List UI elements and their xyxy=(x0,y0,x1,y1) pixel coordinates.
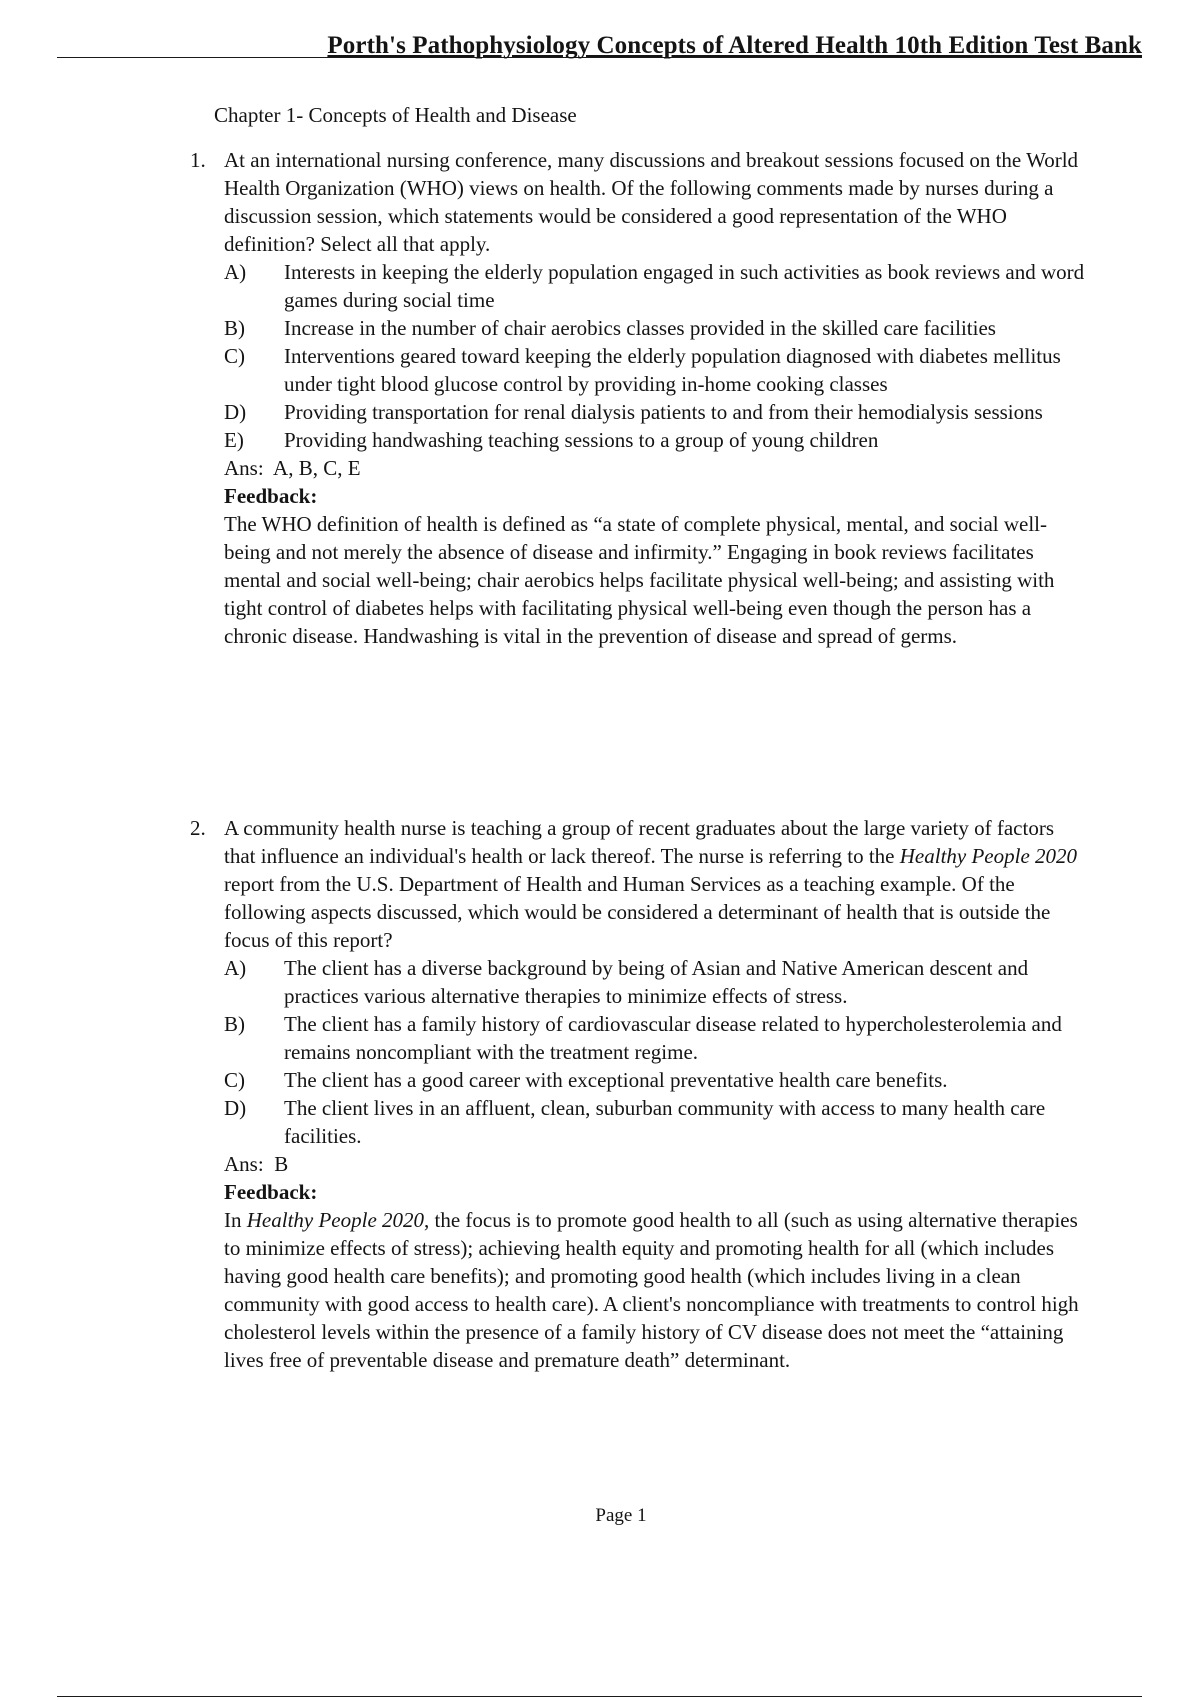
answer-line xyxy=(224,1150,1090,1178)
report-title-italic: Healthy People 2020 xyxy=(246,1208,425,1232)
option-letter: C) xyxy=(224,1068,245,1092)
question-number: 2. xyxy=(190,816,206,840)
option-e xyxy=(224,426,1090,454)
option-a xyxy=(224,954,1090,1010)
option-letter: A) xyxy=(224,260,247,284)
option-letter: D) xyxy=(224,1096,247,1120)
feedback-text: The WHO definition of health is defined as “a state of complete physical, mental, and social well-being and not merely the absence of disease and infirmity.” Engaging in book reviews facilitates mental and social well-being; chair aerobics helps facilitate physical well-being; and assisting with tight control of diabetes helps with facilitating physical well-being even though the person has a chronic disease. Handwashing is vital in the prevention of disease and spread of germs. xyxy=(224,512,1055,648)
option-text: The client has a family history of cardiovascular disease related to hypercholesterolemia and remains noncompliant with the treatment regime. xyxy=(284,1012,1062,1064)
question-number: 1. xyxy=(190,148,206,172)
answer-value: B xyxy=(274,1152,289,1176)
feedback-heading: Feedback: xyxy=(224,1180,318,1204)
option-letter: E) xyxy=(224,428,244,452)
option-b xyxy=(224,1010,1090,1066)
question-1 xyxy=(190,146,1090,650)
option-text: Increase in the number of chair aerobics classes provided in the skilled care facilities xyxy=(284,316,996,340)
option-list xyxy=(224,258,1090,454)
option-text: The client has a diverse background by being of Asian and Native American descent and practices various alternative therapies to minimize effects of stress. xyxy=(284,956,1029,1008)
answer-label: Ans: xyxy=(224,456,264,480)
option-d xyxy=(224,398,1090,426)
question-2 xyxy=(190,814,1090,1374)
feedback-text-part: , the focus is to promote good health to all (such as using alternative therapies to minimize effects of stress); achieving health equity and promoting health for all (which includes having good health care benefits); and promoting good health (which includes living in a clean community with good access to health care). A client's noncompliance with treatments to control high cholesterol levels within the presence of a family history of CV disease does not meet the “attaining lives free of preventable disease and premature death” determinant. xyxy=(224,1208,1079,1372)
question-2-head xyxy=(190,814,1090,954)
feedback-text xyxy=(224,1206,1090,1374)
answer-value: A, B, C, E xyxy=(273,456,361,480)
question-stem-part: report from the U.S. Department of Health and Human Services as a teaching example. Of the following aspects discussed, which would be considered a determinant of health that is outside the focus of this report? xyxy=(224,872,1051,952)
option-text: Providing transportation for renal dialysis patients to and from their hemodialysis sessions xyxy=(284,400,1043,424)
option-text: Interests in keeping the elderly population engaged in such activities as book reviews and word games during social time xyxy=(284,260,1085,312)
option-letter: C) xyxy=(224,344,245,368)
footer-rule xyxy=(57,1696,1142,1697)
question-stem: At an international nursing conference, many discussions and breakout sessions focused on the World Health Organization (WHO) views on health. Of the following comments made by nurses during a discussion session, which statements would be considered a good representation of the WHO definition? Select all that apply. xyxy=(224,148,1079,256)
feedback-text-part: In xyxy=(224,1208,247,1232)
question-stem-part: A community health nurse is teaching a group of recent graduates about the large variety of factors that influence an individual's health or lack thereof. The nurse is referring to the xyxy=(224,816,1054,868)
question-stem xyxy=(224,814,1090,954)
answer-label: Ans: xyxy=(224,1152,264,1176)
answer-line xyxy=(224,454,1090,482)
option-d xyxy=(224,1094,1090,1150)
option-text: Providing handwashing teaching sessions to a group of young children xyxy=(284,428,879,452)
option-text: The client has a good career with exceptional preventative health care benefits. xyxy=(284,1068,948,1092)
option-list xyxy=(224,954,1090,1150)
option-c xyxy=(224,1066,1090,1094)
feedback-heading: Feedback: xyxy=(224,484,318,508)
option-letter: A) xyxy=(224,956,247,980)
chapter-title: Chapter 1- Concepts of Health and Disease xyxy=(214,103,577,127)
option-text: Interventions geared toward keeping the elderly population diagnosed with diabetes mellitus under tight blood glucose control by providing in-home cooking classes xyxy=(284,344,1061,396)
option-letter: B) xyxy=(224,1012,245,1036)
option-c xyxy=(224,342,1090,398)
option-b xyxy=(224,314,1090,342)
page-number: Page 1 xyxy=(595,1505,647,1526)
question-1-head xyxy=(190,146,1090,258)
document-header-title: Porth's Pathophysiology Concepts of Altered Health 10th Edition Test Bank xyxy=(327,32,1142,59)
option-letter: D) xyxy=(224,400,247,424)
option-text: The client lives in an affluent, clean, suburban community with access to many health care facilities. xyxy=(284,1096,1046,1148)
option-a xyxy=(224,258,1090,314)
option-letter: B) xyxy=(224,316,245,340)
report-title-italic: Healthy People 2020 xyxy=(899,844,1078,868)
